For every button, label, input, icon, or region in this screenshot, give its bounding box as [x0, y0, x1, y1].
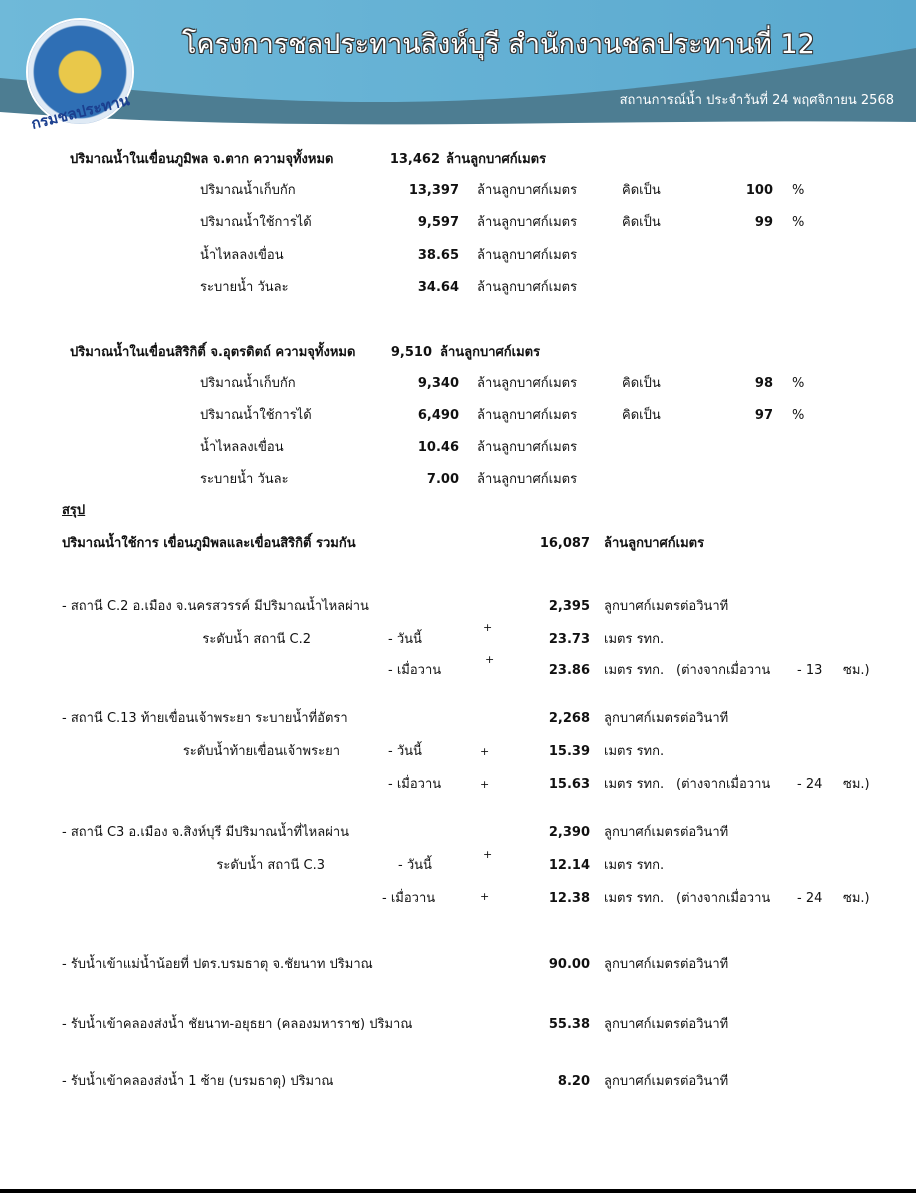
report-date: สถานการณ์น้ำ ประจำวันที่ 24 พฤศจิกายน 2568 — [619, 93, 894, 108]
unit: ล้านลูกบาศก์เมตร — [477, 376, 578, 391]
percent-sign: % — [792, 376, 805, 391]
page-title: โครงการชลประทานสิงห์บุรี สำนักงานชลประทานที่ 12 — [182, 29, 815, 60]
row-label: ปริมาณน้ำใช้การได้ — [200, 215, 312, 230]
dam-capacity: 13,462 — [389, 152, 440, 167]
summary-heading: สรุป — [62, 503, 86, 518]
plus-sign: + — [483, 848, 493, 861]
intake-value: 8.20 — [557, 1074, 590, 1089]
row-label: ปริมาณน้ำเก็บกัก — [200, 183, 296, 198]
level-yesterday: 15.63 — [548, 777, 590, 792]
header-banner — [0, 0, 916, 140]
unit: ลูกบาศก์เมตรต่อวินาที — [604, 957, 729, 972]
today-label: - วันนี้ — [388, 632, 422, 647]
unit: ล้านลูกบาศก์เมตร — [604, 536, 705, 551]
unit: เมตร รทก. — [604, 858, 665, 873]
diff-label: (ต่างจากเมื่อวาน — [676, 663, 771, 678]
banner-background — [0, 0, 916, 140]
today-label: - วันนี้ — [388, 744, 422, 759]
level-today: 12.14 — [548, 858, 590, 873]
percent-value: 99 — [754, 215, 773, 230]
row-label: ปริมาณน้ำใช้การได้ — [200, 408, 312, 423]
plus-sign: + — [483, 621, 493, 634]
unit: ล้านลูกบาศก์เมตร — [477, 248, 578, 263]
unit: ล้านลูกบาศก์เมตร — [477, 472, 578, 487]
row-value: 13,397 — [408, 183, 459, 198]
plus-sign: + — [485, 653, 495, 666]
level-today: 15.39 — [548, 744, 590, 759]
unit: ล้านลูกบาศก์เมตร — [446, 152, 547, 167]
station-label: - สถานี C3 อ.เมือง จ.สิงห์บุรี มีปริมาณน้ำที่ไหลผ่าน — [62, 825, 350, 840]
summary-value: 16,087 — [539, 536, 590, 551]
station-flow: 2,268 — [548, 711, 590, 726]
intake-value: 55.38 — [548, 1017, 590, 1032]
row-label: น้ำไหลลงเขื่อน — [200, 440, 284, 455]
diff-unit: ซม.) — [843, 777, 870, 792]
unit: ลูกบาศก์เมตรต่อวินาที — [604, 825, 729, 840]
intake-label: - รับน้ำเข้าคลองส่งน้ำ 1 ซ้าย (บรมธาตุ) ปริมาณ — [62, 1074, 334, 1089]
row-value: 9,597 — [417, 215, 459, 230]
unit: เมตร รทก. — [604, 663, 665, 678]
percent-label: คิดเป็น — [622, 408, 661, 423]
dam-title: ปริมาณน้ำในเขื่อนภูมิพล จ.ตาก ความจุทั้งหมด — [70, 152, 334, 167]
unit: ลูกบาศก์เมตรต่อวินาที — [604, 1074, 729, 1089]
row-value: 7.00 — [426, 472, 459, 487]
row-label: ระบายน้ำ วันละ — [200, 472, 289, 487]
unit: ล้านลูกบาศก์เมตร — [477, 280, 578, 295]
unit: ล้านลูกบาศก์เมตร — [440, 345, 541, 360]
percent-label: คิดเป็น — [622, 183, 661, 198]
yesterday-label: - เมื่อวาน — [388, 777, 442, 792]
unit: ล้านลูกบาศก์เมตร — [477, 215, 578, 230]
station-flow: 2,395 — [548, 599, 590, 614]
level-yesterday: 12.38 — [548, 891, 590, 906]
row-label: ระบายน้ำ วันละ — [200, 280, 289, 295]
bottom-border — [0, 1189, 916, 1193]
diff-value: - 24 — [797, 777, 823, 792]
today-label: - วันนี้ — [398, 858, 432, 873]
level-label: ระดับน้ำท้ายเขื่อนเจ้าพระยา — [182, 744, 340, 759]
percent-sign: % — [792, 408, 805, 423]
row-label: ปริมาณน้ำเก็บกัก — [200, 376, 296, 391]
intake-value: 90.00 — [548, 957, 590, 972]
plus-sign: + — [480, 745, 490, 758]
plus-sign: + — [480, 890, 490, 903]
percent-sign: % — [792, 183, 805, 198]
percent-value: 100 — [745, 183, 773, 198]
station-label: - สถานี C.2 อ.เมือง จ.นครสวรรค์ มีปริมาณน้ำไหลผ่าน — [62, 599, 369, 614]
level-today: 23.73 — [548, 632, 590, 647]
row-value: 10.46 — [417, 440, 459, 455]
yesterday-label: - เมื่อวาน — [388, 663, 442, 678]
dam-title: ปริมาณน้ำในเขื่อนสิริกิติ์ จ.อุตรดิตถ์ ความจุทั้งหมด — [70, 345, 356, 360]
percent-sign: % — [792, 215, 805, 230]
row-label: น้ำไหลลงเขื่อน — [200, 248, 284, 263]
unit: เมตร รทก. — [604, 744, 665, 759]
row-value: 34.64 — [417, 280, 459, 295]
level-yesterday: 23.86 — [548, 663, 590, 678]
diff-unit: ซม.) — [843, 663, 870, 678]
level-label: ระดับน้ำ สถานี C.3 — [216, 858, 325, 873]
unit: เมตร รทก. — [604, 632, 665, 647]
percent-value: 97 — [754, 408, 773, 423]
unit: ลูกบาศก์เมตรต่อวินาที — [604, 711, 729, 726]
logo-text: กรมชลประทาน — [29, 91, 132, 133]
diff-value: - 13 — [797, 663, 823, 678]
percent-value: 98 — [754, 376, 773, 391]
level-label: ระดับน้ำ สถานี C.2 — [202, 632, 311, 647]
unit: ลูกบาศก์เมตรต่อวินาที — [604, 599, 729, 614]
yesterday-label: - เมื่อวาน — [382, 891, 436, 906]
dam-capacity: 9,510 — [390, 345, 432, 360]
unit: เมตร รทก. — [604, 777, 665, 792]
station-label: - สถานี C.13 ท้ายเขื่อนเจ้าพระยา ระบายน้ำที่อัตรา — [62, 711, 348, 726]
intake-label: - รับน้ำเข้าแม่น้ำน้อยที่ ปตร.บรมธาตุ จ.ชัยนาท ปริมาณ — [62, 957, 373, 972]
unit: ล้านลูกบาศก์เมตร — [477, 408, 578, 423]
percent-label: คิดเป็น — [622, 215, 661, 230]
unit: ลูกบาศก์เมตรต่อวินาที — [604, 1017, 729, 1032]
diff-unit: ซม.) — [843, 891, 870, 906]
diff-label: (ต่างจากเมื่อวาน — [676, 777, 771, 792]
row-value: 6,490 — [417, 408, 459, 423]
row-value: 38.65 — [417, 248, 459, 263]
percent-label: คิดเป็น — [622, 376, 661, 391]
diff-value: - 24 — [797, 891, 823, 906]
unit: เมตร รทก. — [604, 891, 665, 906]
unit: ล้านลูกบาศก์เมตร — [477, 183, 578, 198]
unit: ล้านลูกบาศก์เมตร — [477, 440, 578, 455]
diff-label: (ต่างจากเมื่อวาน — [676, 891, 771, 906]
row-value: 9,340 — [417, 376, 459, 391]
station-flow: 2,390 — [548, 825, 590, 840]
summary-label: ปริมาณน้ำใช้การ เขื่อนภูมิพลและเขื่อนสิริกิติ์ รวมกัน — [62, 536, 356, 551]
plus-sign: + — [480, 778, 490, 791]
intake-label: - รับน้ำเข้าคลองส่งน้ำ ชัยนาท-อยุธยา (คลองมหาราช) ปริมาณ — [62, 1017, 413, 1032]
